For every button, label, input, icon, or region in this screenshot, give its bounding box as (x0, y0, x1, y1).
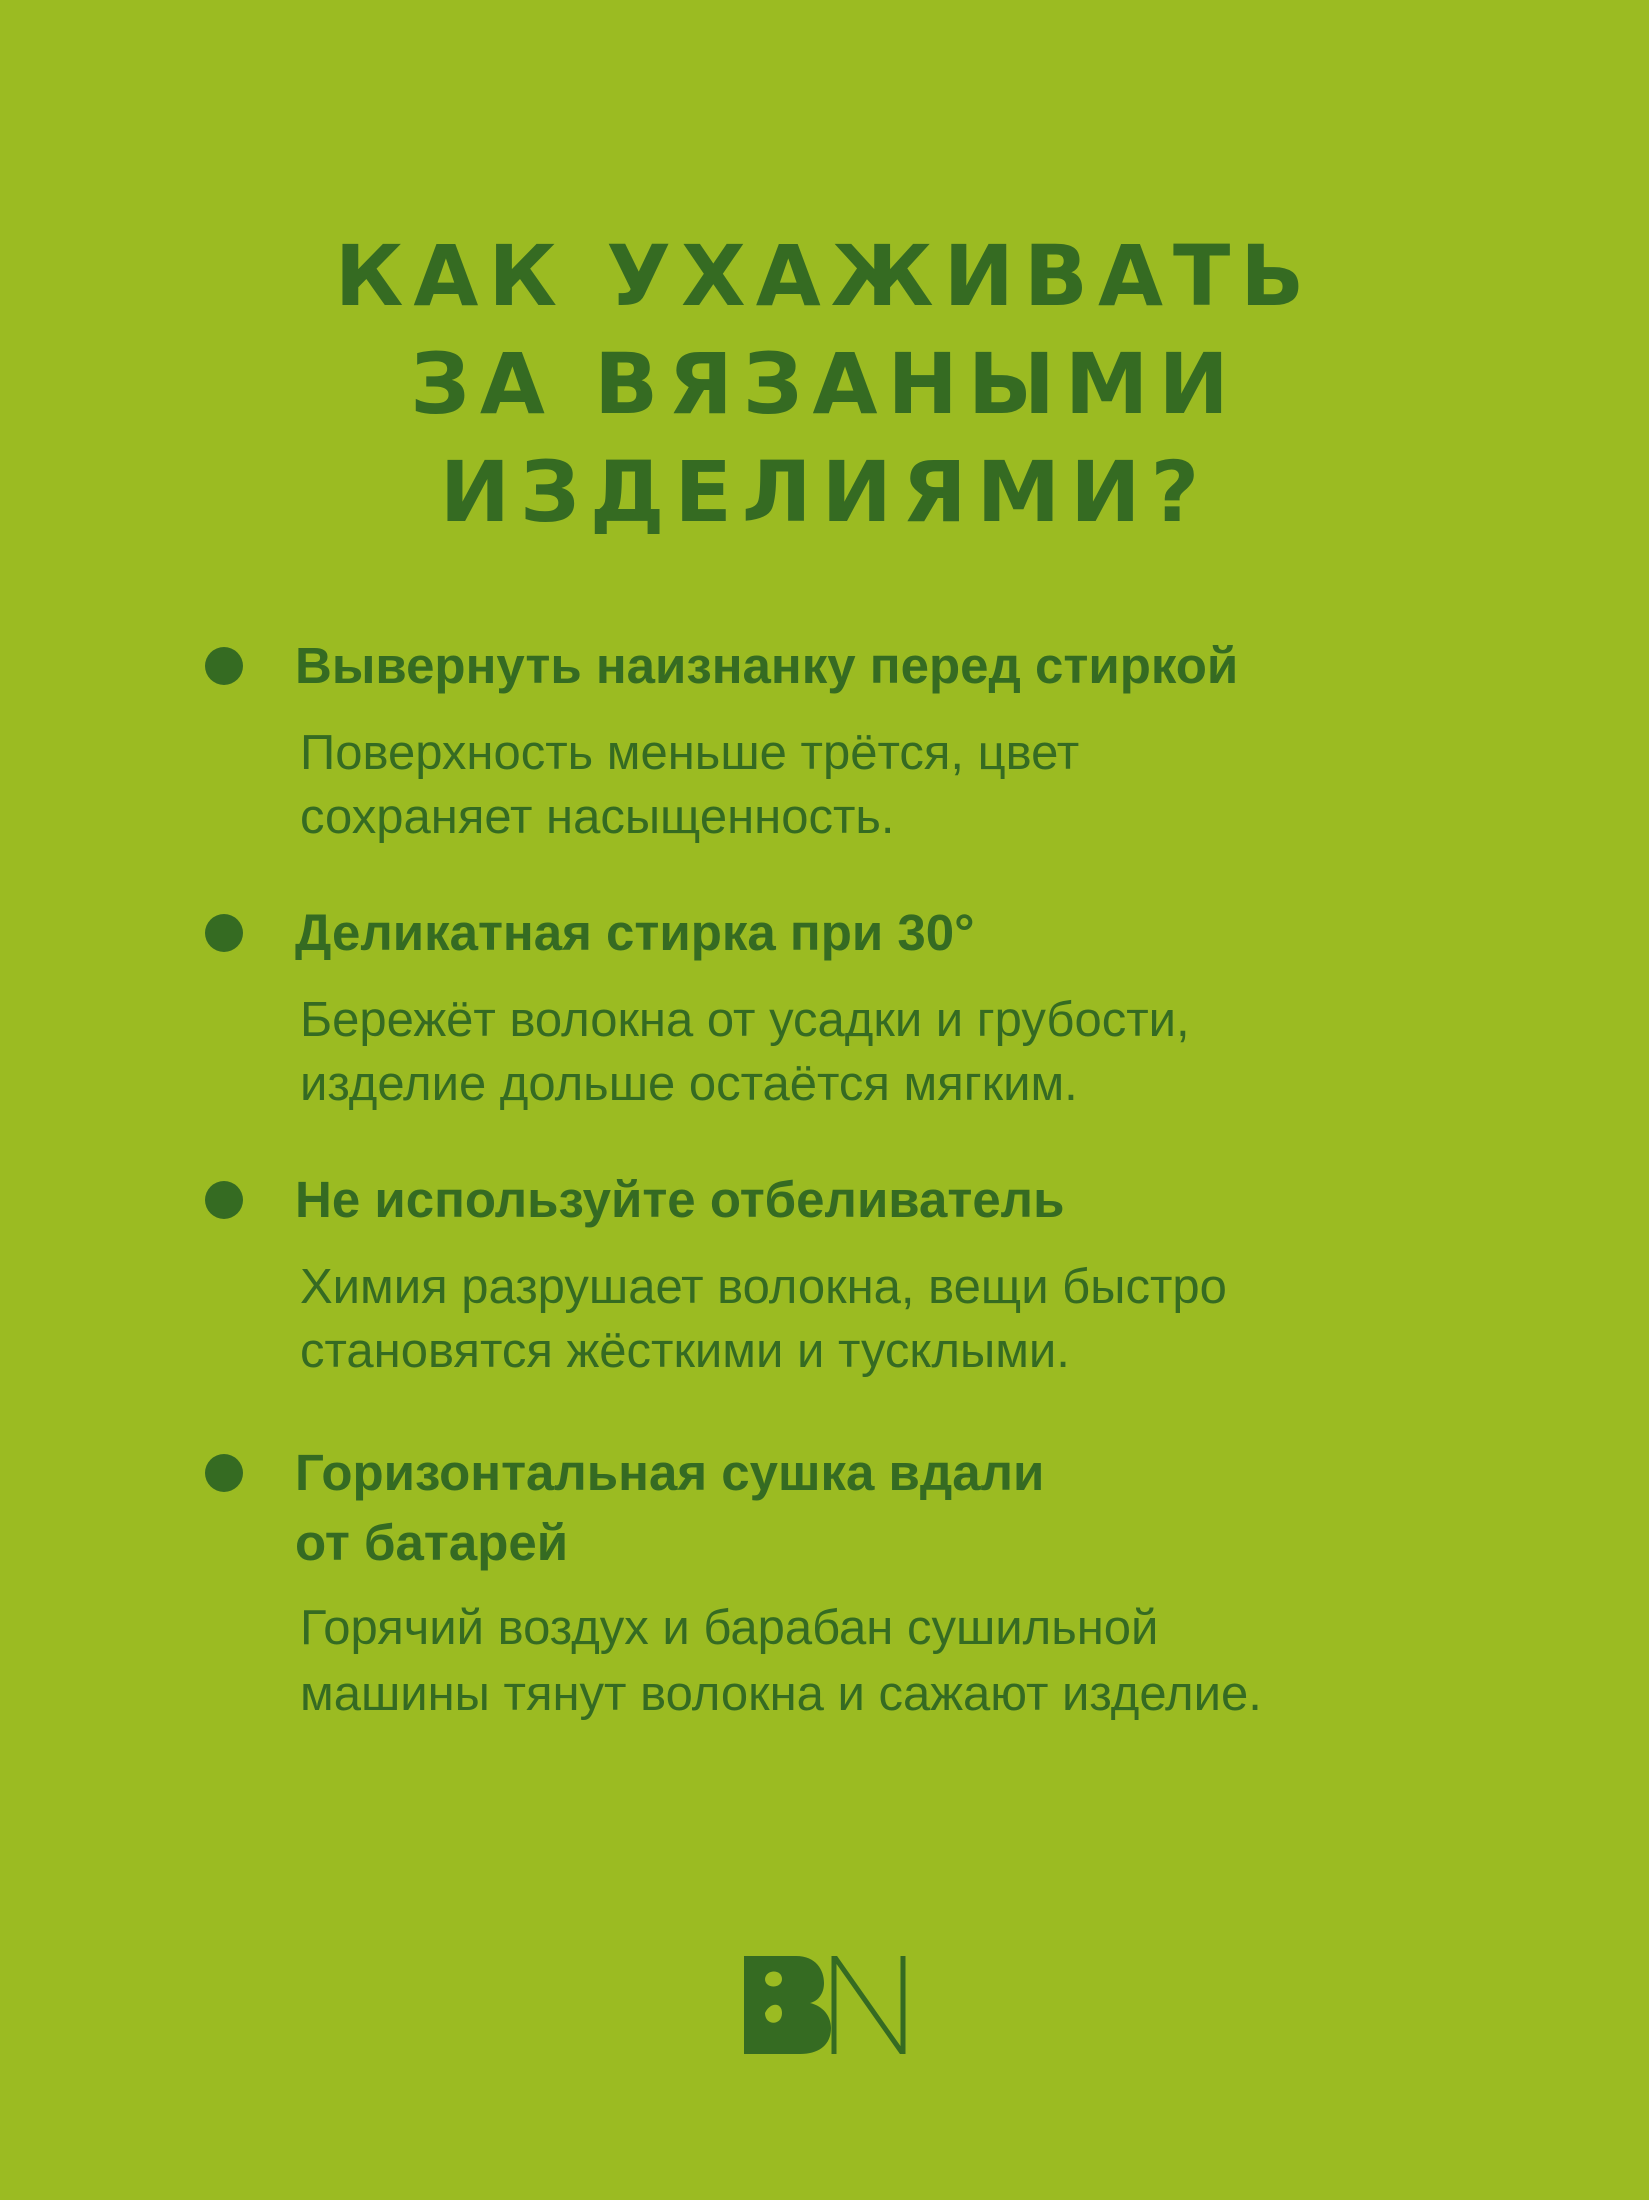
page-title (0, 222, 1649, 546)
tip-body-line: Горячий воздух и барабан сушильной (300, 1601, 1159, 1655)
tip-body-line: становятся жёсткими и тусклыми. (300, 1324, 1070, 1378)
tip-body-line: сохраняет насыщенность. (300, 790, 895, 844)
logo-b-mark (744, 1956, 831, 2054)
tip-body-line: Химия разрушает волокна, вещи быстро (300, 1260, 1227, 1314)
tip-heading: Не используйте отбеливатель (295, 1171, 1065, 1228)
tip-body-line: Бережёт волокна от усадки и грубости, (300, 993, 1190, 1047)
tip-body-line: Поверхность меньше трётся, цвет (300, 726, 1080, 780)
title-line: ИЗДЕЛИЯМИ? (439, 443, 1210, 541)
logo-n-mark (834, 1956, 903, 2054)
tip-heading: Деликатная стирка при 30° (295, 904, 975, 961)
tip-body-line: изделие дольше остаётся мягким. (300, 1057, 1078, 1111)
bullet-icon (205, 647, 243, 685)
tip-body-line: машины тянут волокна и сажают изделие. (300, 1667, 1262, 1721)
title-line: КАК УХАЖИВАТЬ (334, 227, 1315, 325)
bullet-icon (205, 1181, 243, 1219)
tip-heading: Вывернуть наизнанку перед стиркой (295, 637, 1239, 694)
brand-logo (744, 1956, 906, 2054)
tip-heading: от батарей (295, 1514, 569, 1571)
bullet-icon (205, 1454, 243, 1492)
title-line: ЗА ВЯЗАНЫМИ (410, 335, 1239, 433)
bullet-icon (205, 914, 243, 952)
tip-heading: Горизонтальная сушка вдали (295, 1444, 1045, 1501)
